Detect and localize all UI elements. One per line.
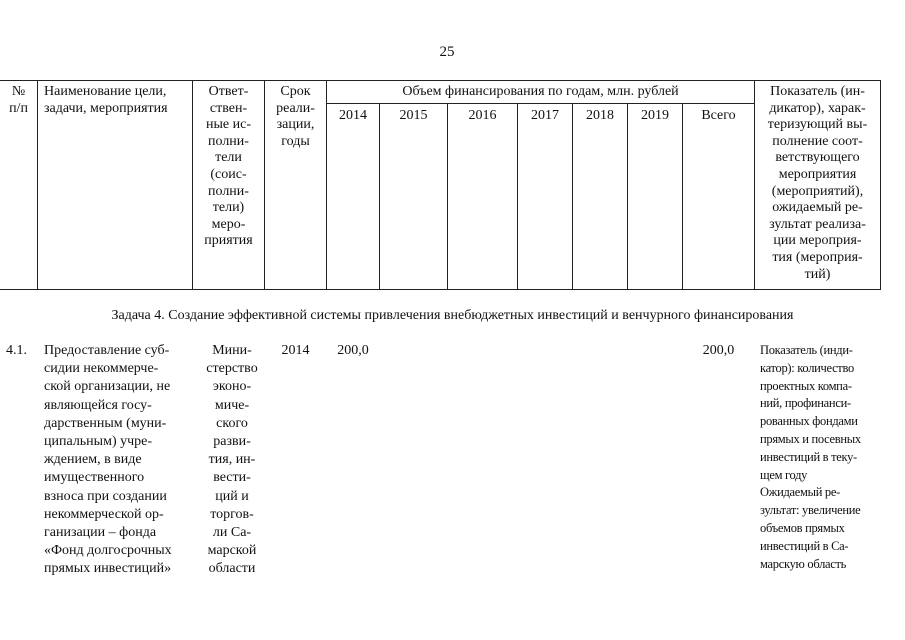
row-indicator: Показатель (инди- катор): количество проектных компа- ний, профинанси- рованных фондами прямых и посевных инвестиций в теку- щем году Ожидаемый ре- зультат: увеличение объемов прямых инвестиций в Са- марскую область [760,343,861,571]
row-value-2014: 200,0 [337,343,369,358]
table-top-border [0,80,881,81]
years-divider [326,103,754,104]
col-divider [447,103,448,290]
year-total: Всего [701,108,736,123]
header-name: Наименование цели, задачи, мероприятия [44,84,168,116]
header-num: № п/п [9,84,28,116]
year-2018: 2018 [586,108,614,123]
header-term: Срок реали- зации, годы [276,84,315,149]
row-responsible: Мини- стерство эконо- миче- ского разви- тия, ин- вести- ций и торгов- ли Са- марской области [206,343,258,577]
year-2014: 2014 [339,108,367,123]
table-bottom-border [0,289,881,290]
year-2017: 2017 [531,108,559,123]
year-2016: 2016 [468,108,497,123]
col-divider [572,103,573,290]
header-responsible: Ответ- ствен- ные ис- полни- тели (соис- полни- тели) меро- приятия [204,84,253,249]
year-2019: 2019 [641,108,669,123]
row-term: 2014 [281,343,310,358]
col-divider [517,103,518,290]
row-total: 200,0 [702,343,735,358]
year-2015: 2015 [399,108,428,123]
page-number: 25 [439,44,455,60]
header-indicator: Показатель (ин- дикатор), харак- теризующий вы- полнение соот- ветствующего мероприятия (мероприятий), ожидаемый ре- зультат реализа- ции мероприя- тия (мероприя- тий) [767,84,868,282]
row-name: Предоставление суб- сидии некоммерче- ской организации, не являющейся госу- дарственным (муни- ципальным) учре- ждением, в виде имущественного взноса при создании некоммерческой ор- ганизации – фонда «Фонд долгосрочных прямых инвестиций» [44,343,172,577]
col-divider [627,103,628,290]
col-divider [379,103,380,290]
row-num: 4.1. [6,343,27,358]
col-divider [37,80,38,290]
header-funding: Объем финансирования по годам, млн. рублей [402,84,679,99]
col-divider [682,103,683,290]
col-divider [880,80,881,290]
task-title: Задача 4. Создание эффективной системы привлечения внебюджетных инвестиций и венчурного финансирования [111,308,794,323]
